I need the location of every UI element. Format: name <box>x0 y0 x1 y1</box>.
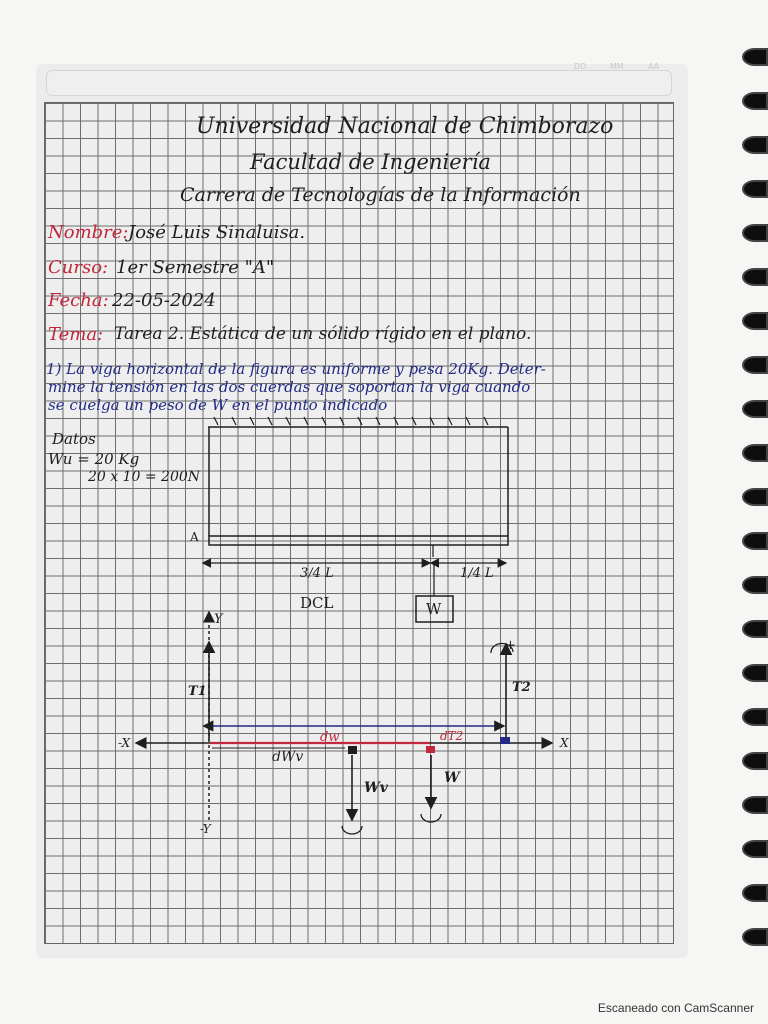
dcl-label: DCL <box>300 594 334 612</box>
binding-ring <box>742 752 768 770</box>
dw-label: dw <box>320 730 340 745</box>
dwv-label: dWv <box>272 749 304 765</box>
year-label: AA <box>648 62 660 71</box>
problem-line-2: mine la tensión en las dos cuerdas que soportan la viga cuando <box>48 378 531 396</box>
day-label: DD <box>574 62 587 71</box>
binding-ring <box>742 444 768 462</box>
data-line-2: 20 x 10 = 200N <box>88 469 201 485</box>
dim-right-label: 1/4 L <box>460 566 494 581</box>
t2-moment-sign: + <box>505 638 516 653</box>
weight-point <box>426 746 435 753</box>
t2-label: T2 <box>512 680 531 695</box>
beam <box>209 536 508 545</box>
faculty-title: Facultad de Ingeniería <box>250 150 491 174</box>
ceiling-hatch <box>214 417 488 425</box>
dt2-label: dT2 <box>440 729 464 743</box>
date-value: 22-05-2024 <box>112 290 216 311</box>
scanner-watermark: Escaneado con CamScanner <box>597 1001 754 1015</box>
binding-ring <box>742 268 768 286</box>
binding-ring <box>742 48 768 66</box>
binding-ring <box>742 224 768 242</box>
binding-ring <box>742 92 768 110</box>
date-label: Fecha: <box>48 290 109 311</box>
topic-label: Tema: <box>48 324 104 345</box>
course-label: Curso: <box>48 257 109 278</box>
neg-x-axis-label: -X <box>118 736 131 750</box>
binding-ring <box>742 928 768 946</box>
binding-ring <box>742 312 768 330</box>
neg-y-axis-label: -Y <box>200 822 211 836</box>
binding-ring <box>742 708 768 726</box>
x-axis-label: X <box>560 736 569 750</box>
y-axis-label: Y <box>214 612 223 627</box>
binding-ring <box>742 356 768 374</box>
center-mass-point <box>348 746 357 754</box>
binding-ring <box>742 180 768 198</box>
binding-ring <box>742 664 768 682</box>
spiral-binding <box>738 40 768 950</box>
point-a-label: A <box>190 530 199 544</box>
career-title: Carrera de Tecnologías de la Información <box>180 184 581 206</box>
weight-box-label: W <box>426 600 442 618</box>
data-line-1: Wu = 20 Kg <box>48 450 140 468</box>
binding-ring <box>742 400 768 418</box>
binding-ring <box>742 884 768 902</box>
binding-ring <box>742 136 768 154</box>
wv-label: Wv <box>364 780 388 796</box>
t1-label: T1 <box>188 684 207 699</box>
name-label: Nombre: <box>48 222 129 243</box>
university-title: Universidad Nacional de Chimborazo <box>196 114 614 139</box>
binding-ring <box>742 488 768 506</box>
t2-point <box>500 737 510 744</box>
problem-line-3: se cuelga un peso de W en el punto indicado <box>48 396 388 414</box>
binding-ring <box>742 840 768 858</box>
w-moment-arc <box>421 814 441 822</box>
wv-moment-arc <box>342 826 362 834</box>
name-value: José Luis Sinaluisa. <box>128 222 306 243</box>
month-label: MM <box>610 62 624 71</box>
dim-left-label: 3/4 L <box>300 566 334 581</box>
w-label: W <box>444 770 460 786</box>
binding-ring <box>742 620 768 638</box>
topic-value: Tarea 2. Estática de un sólido rígido en el plano. <box>114 324 532 344</box>
binding-ring <box>742 796 768 814</box>
course-value: 1er Semestre "A" <box>116 257 275 278</box>
binding-ring <box>742 532 768 550</box>
data-heading: Datos <box>52 430 96 448</box>
binding-ring <box>742 576 768 594</box>
problem-line-1: 1) La viga horizontal de la figura es uniforme y pesa 20Kg. Deter- <box>46 360 546 378</box>
